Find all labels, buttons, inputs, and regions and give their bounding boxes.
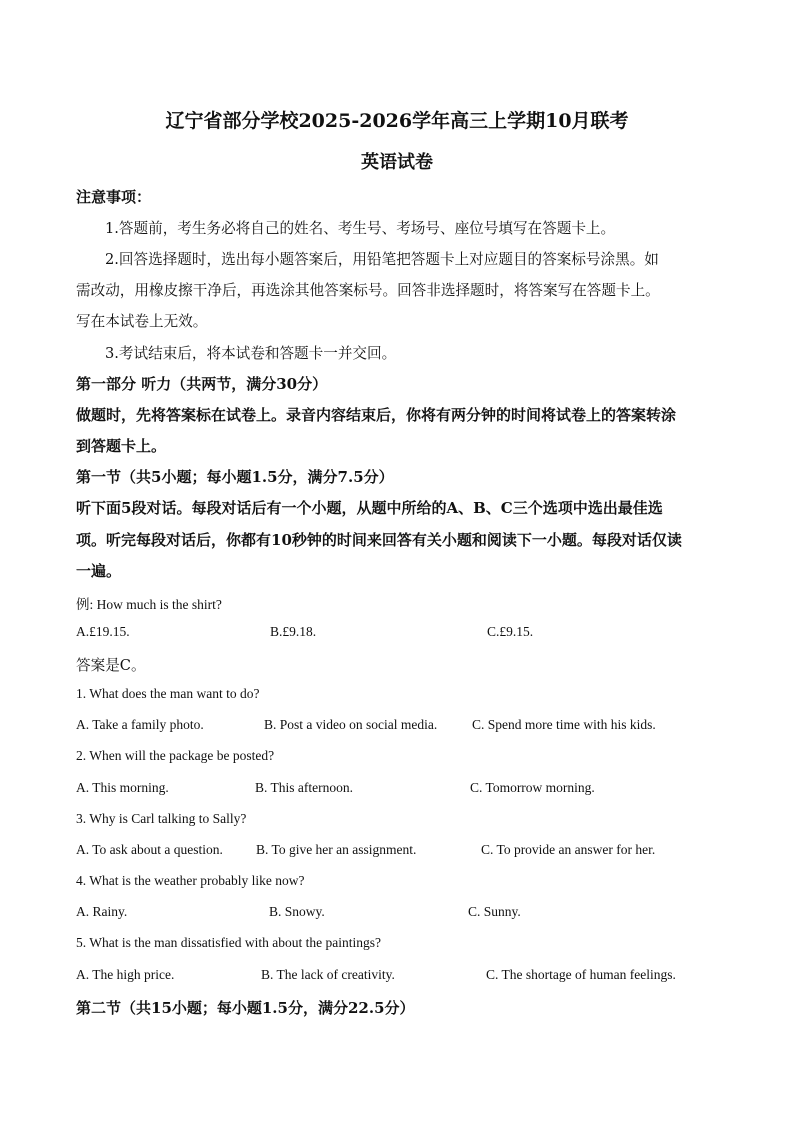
question-3-option-a: A. To ask about a question. bbox=[76, 842, 223, 857]
question-3-option-b: B. To give her an assignment. bbox=[256, 842, 417, 857]
example-option-a: A.£19.15. bbox=[76, 624, 130, 639]
question-5-option-b: B. The lack of creativity. bbox=[261, 967, 395, 982]
section1-instruction-line-2: 项。听完每段对话后，你都有10秒钟的时间来回答有关小题和阅读下一小题。每段对话仅读 bbox=[76, 531, 682, 549]
notice-item-1: 1.答题前，考生务必将自己的姓名、考生号、考场号、座位号填写在答题卡上。 bbox=[105, 220, 616, 237]
exam-title: 辽宁省部分学校2025-2026学年高三上学期10月联考 bbox=[165, 110, 629, 132]
section1-instruction-line-1: 听下面5段对话。每段对话后有一个小题，从题中所给的A、B、C三个选项中选出最佳选 bbox=[76, 499, 663, 517]
question-2-option-b: B. This afternoon. bbox=[255, 780, 353, 795]
notice-item-2-line-2: 需改动，用橡皮擦干净后，再选涂其他答案标号。回答非选择题时，将答案写在答题卡上。 bbox=[76, 282, 660, 299]
notice-item-2-line-1: 2.回答选择题时，选出每小题答案后，用铅笔把答题卡上对应题目的答案标号涂黑。如 bbox=[105, 251, 659, 268]
part1-instruction-line-1: 做题时，先将答案标在试卷上。录音内容结束后，你将有两分钟的时间将试卷上的答案转涂 bbox=[76, 406, 677, 424]
question-4: 4. What is the weather probably like now? bbox=[76, 873, 305, 888]
question-1-option-b: B. Post a video on social media. bbox=[264, 717, 438, 732]
question-4-option-a: A. Rainy. bbox=[76, 904, 128, 919]
question-5-option-c: C. The shortage of human feelings. bbox=[486, 967, 676, 982]
part1-heading: 第一部分 听力（共两节，满分30分） bbox=[76, 375, 328, 393]
question-4-option-c: C. Sunny. bbox=[468, 904, 521, 919]
question-2-option-a: A. This morning. bbox=[76, 780, 169, 795]
notice-item-3: 3.考试结束后，将本试卷和答题卡一并交回。 bbox=[105, 345, 397, 362]
question-4-option-b: B. Snowy. bbox=[269, 904, 325, 919]
question-2-option-c: C. Tomorrow morning. bbox=[470, 780, 595, 795]
question-3: 3. Why is Carl talking to Sally? bbox=[76, 811, 247, 826]
part1-instruction-line-2: 到答题卡上。 bbox=[76, 437, 167, 455]
question-3-option-c: C. To provide an answer for her. bbox=[481, 842, 656, 857]
example-option-b: B.£9.18. bbox=[270, 624, 317, 639]
question-1: 1. What does the man want to do? bbox=[76, 686, 260, 701]
section1-heading: 第一节（共5小题；每小题1.5分，满分7.5分） bbox=[76, 468, 394, 486]
exam-subject: 英语试卷 bbox=[361, 152, 433, 173]
question-5-option-a: A. The high price. bbox=[76, 967, 175, 982]
example-option-c: C.£9.15. bbox=[487, 624, 534, 639]
example-answer: 答案是C。 bbox=[76, 657, 146, 674]
example-question: 例: How much is the shirt? bbox=[76, 597, 222, 612]
notice-item-2-line-3: 写在本试卷上无效。 bbox=[76, 313, 208, 330]
section1-instruction-line-3: 一遍。 bbox=[76, 562, 122, 580]
section2-heading: 第二节（共15小题；每小题1.5分，满分22.5分） bbox=[76, 999, 415, 1017]
question-5: 5. What is the man dissatisfied with about the paintings? bbox=[76, 935, 381, 950]
question-1-option-c: C. Spend more time with his kids. bbox=[472, 717, 656, 732]
question-1-option-a: A. Take a family photo. bbox=[76, 717, 204, 732]
notice-heading: 注意事项： bbox=[76, 188, 152, 206]
question-2: 2. When will the package be posted? bbox=[76, 748, 275, 763]
